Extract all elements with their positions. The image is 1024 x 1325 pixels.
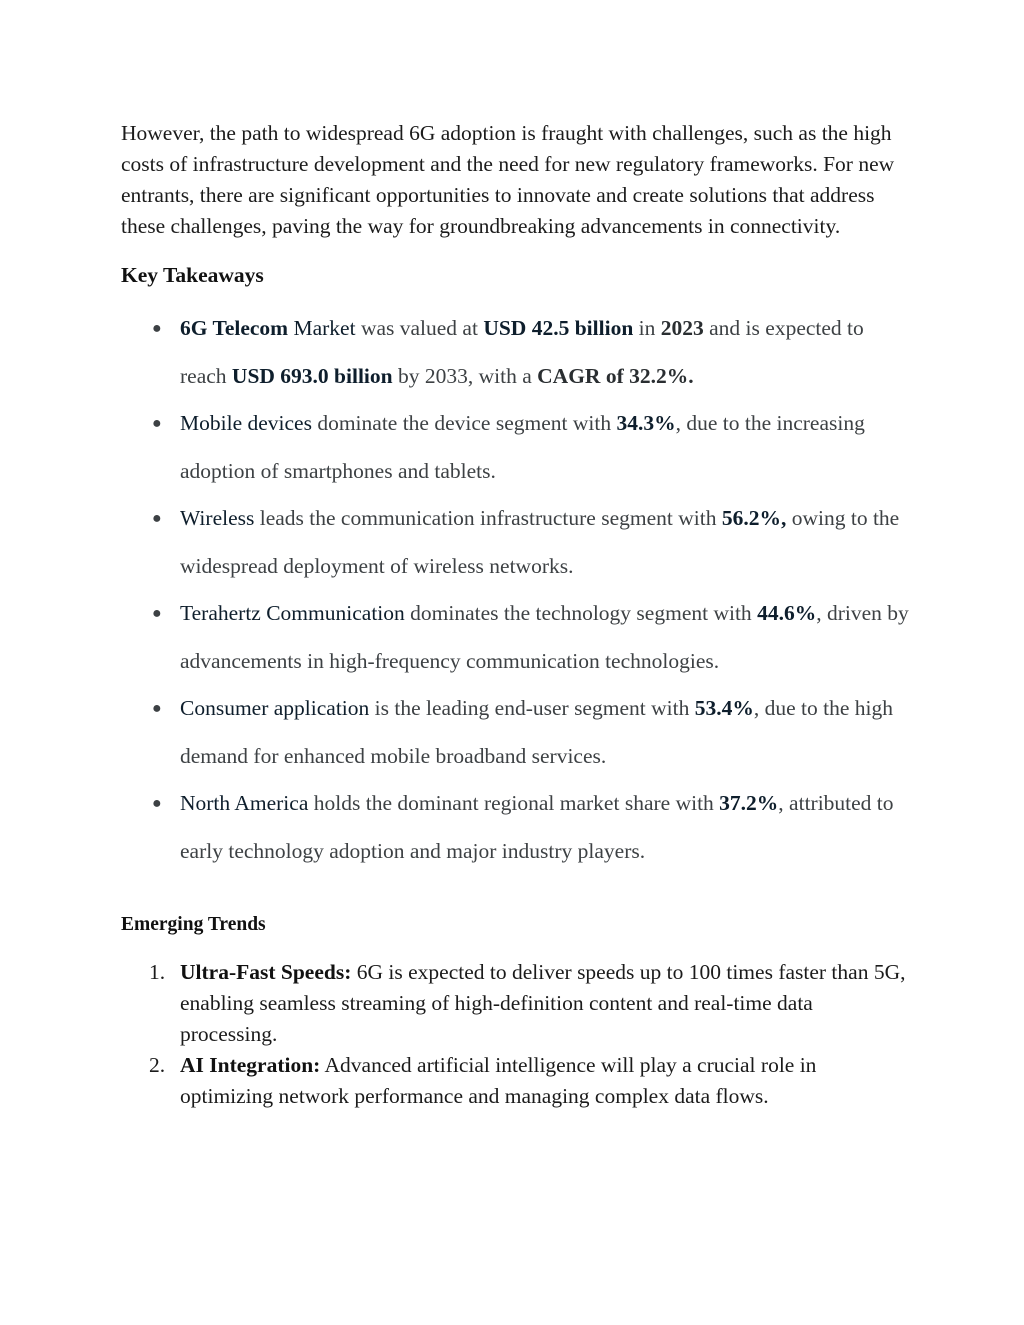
item-text: dominates the technology segment with <box>404 601 758 625</box>
item-text: owing to the widespread deployment of wireless networks. <box>180 506 900 578</box>
key-takeaways-list <box>121 305 911 875</box>
market-name: 6G Telecom <box>180 316 289 340</box>
trend-title: Ultra-Fast Speeds: <box>180 960 352 984</box>
bullet-icon: ● <box>152 795 162 812</box>
list-item <box>121 400 911 495</box>
item-text: was valued at <box>355 316 484 340</box>
segment-name: Wireless <box>180 506 255 530</box>
list-item <box>121 495 911 590</box>
item-text: , due to the increasing adoption of smartphones and tablets. <box>180 411 865 483</box>
bullet-icon: ● <box>152 415 162 432</box>
document-page <box>121 118 911 1112</box>
list-number: 2. <box>149 1053 166 1077</box>
bullet-icon: ● <box>152 320 162 337</box>
item-text: and is expected to reach <box>180 316 864 388</box>
item-text: is the leading end-user segment with <box>369 696 695 720</box>
item-text: , attributed to early technology adoption and major industry players. <box>180 791 894 863</box>
emerging-trends-list <box>121 957 911 1112</box>
item-text: dominate the device segment with <box>311 411 617 435</box>
list-item <box>121 590 911 685</box>
item-text: in <box>633 316 661 340</box>
segment-name: Terahertz Communication <box>180 601 405 625</box>
value-2023: USD 42.5 billion <box>483 316 634 340</box>
bullet-icon: ● <box>152 510 162 527</box>
segment-share: 53.4% <box>694 696 754 720</box>
segment-name: North America <box>180 791 309 815</box>
list-item <box>121 305 911 400</box>
list-number: 1. <box>149 960 166 984</box>
segment-share: 34.3% <box>616 411 676 435</box>
value-2033: USD 693.0 billion <box>231 363 393 388</box>
market-label: Market <box>288 316 356 340</box>
list-item <box>121 1050 911 1112</box>
trend-title: AI Integration: <box>180 1053 321 1077</box>
bullet-icon: ● <box>152 700 162 717</box>
item-text: , due to the high demand for enhanced mobile broadband services. <box>180 696 893 768</box>
bullet-icon: ● <box>152 605 162 622</box>
key-takeaways-heading: Key Takeaways <box>121 263 264 287</box>
segment-name: Consumer application <box>180 696 370 720</box>
cagr-value: CAGR of 32.2%. <box>537 363 694 388</box>
segment-name: Mobile devices <box>180 411 312 435</box>
list-item <box>121 957 911 1050</box>
segment-share: 44.6% <box>757 601 817 625</box>
item-text: leads the communication infrastructure segment with <box>254 506 722 530</box>
list-item <box>121 780 911 875</box>
list-item <box>121 685 911 780</box>
segment-share: 37.2% <box>719 791 779 815</box>
segment-share: 56.2%, <box>721 506 787 530</box>
item-text: by 2033, with a <box>392 363 538 388</box>
emerging-trends-heading: Emerging Trends <box>121 914 266 935</box>
intro-paragraph: However, the path to widespread 6G adoption is fraught with challenges, such as the high costs of infrastructure development and the need for new regulatory frameworks. For new entrants, there are significant opportunities to innovate and create solutions that address these challenges, paving the way for groundbreaking advancements in connectivity. <box>121 121 895 238</box>
item-text: , driven by advancements in high-frequency communication technologies. <box>180 601 909 673</box>
item-text: holds the dominant regional market share with <box>308 791 720 815</box>
trend-text: 6G is expected to deliver speeds up to 100 times faster than 5G, enabling seamless streaming of high-definition content and real-time data processing. <box>180 960 906 1046</box>
trend-text: Advanced artificial intelligence will play a crucial role in optimizing network performance and managing complex data flows. <box>180 1053 817 1108</box>
year-value: 2023 <box>660 316 704 340</box>
